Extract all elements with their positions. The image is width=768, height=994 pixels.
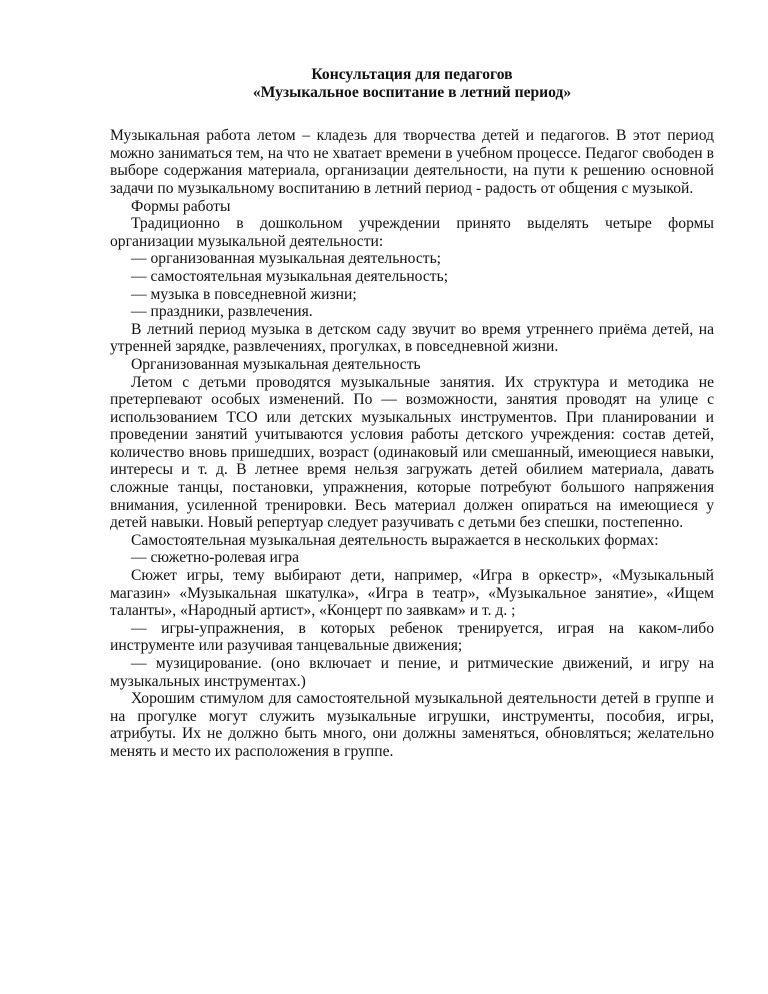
- document-page: [110, 66, 714, 761]
- organized-paragraph: Летом с детьми проводятся музыкальные занятия. Их структура и методика не претерпевают особых изменений. По — возможности, занятия проводят на улице с использованием ТСО или детских музыкальных инструментов. При планировании и проведении занятий учитываются условия работы детского учреждения: состав детей, количество вновь пришедших, возраст (одинаковый или смешанный, имеющиеся навыки, интересы и т. д. В летнее время нельзя загружать детей обилием материала, давать сложные танцы, постановки, упражнения, которые потребуют большого напряжения внимания, усиленной тренировки. Весь материал должен опираться на имеющиеся у детей навыки. Новый репертуар следует разучивать с детьми без спешки, постепенно.: [110, 373, 714, 532]
- document-title-line-2: «Музыкальное воспитание в летний период»: [252, 83, 572, 101]
- independent-intro-paragraph: Самостоятельная музыкальная деятельность выражается в нескольких формах:: [131, 531, 659, 549]
- title-spacer: [110, 101, 714, 127]
- summer-sound-paragraph: В летний период музыка в детском саду звучит во время утреннего приёма детей, на утренней зарядке, развлечениях, прогулках, в повседневной жизни.: [110, 320, 714, 356]
- plot-paragraph: Сюжет игры, тему выбирают дети, например, «Игра в оркестр», «Музыкальный магазин» «Музыкальная шкатулка», «Игра в театр», «Музыкальное занятие», «Ищем таланты», «Народный артист», «Концерт по заявкам» и т. д. ;: [110, 567, 714, 620]
- document-title-line-1: Консультация для педагогов: [311, 66, 513, 83]
- stimulus-paragraph: Хорошим стимулом для самостоятельной музыкальной деятельности детей в группе и на прогулке могут служить музыкальные игрушки, инструменты, пособия, игры, атрибуты. Их не должно быть много, они должны заменяться, обновляться; желательно менять и место их расположения в группе.: [110, 690, 714, 760]
- forms-intro-paragraph: Традиционно в дошкольном учреждении принято выделять четыре формы организации музыкальной деятельности:: [110, 215, 714, 250]
- organized-heading: Организованная музыкальная деятельность: [131, 355, 421, 373]
- intro-paragraph: Музыкальная работа летом – кладезь для творчества детей и педагогов. В этот период можно заниматься тем, на что не хватает времени в учебном процессе. Педагог свободен в выборе содержания материала, организации деятельности, на пути к решению основной задачи по музыкальному воспитанию в летний период - радость от общения с музыкой.: [110, 127, 714, 197]
- forms-list-item: — самостоятельная музыкальная деятельность;: [131, 267, 449, 285]
- role-play-item: — сюжетно-ролевая игра: [131, 549, 300, 567]
- forms-list-item: — музыка в повседневной жизни;: [131, 285, 357, 303]
- forms-list-item: — праздники, развлечения.: [131, 303, 313, 321]
- forms-list-item: — организованная музыкальная деятельность;: [131, 250, 442, 268]
- exercises-item: — игры-упражнения, в которых ребенок тренируется, играя на каком-либо инструменте или разучивая танцевальные движения;: [110, 619, 714, 655]
- music-making-item: — музицирование. (оно включает и пение, и ритмические движений, и игру на музыкальных инструментах.): [110, 655, 714, 690]
- forms-heading: Формы работы: [131, 197, 231, 215]
